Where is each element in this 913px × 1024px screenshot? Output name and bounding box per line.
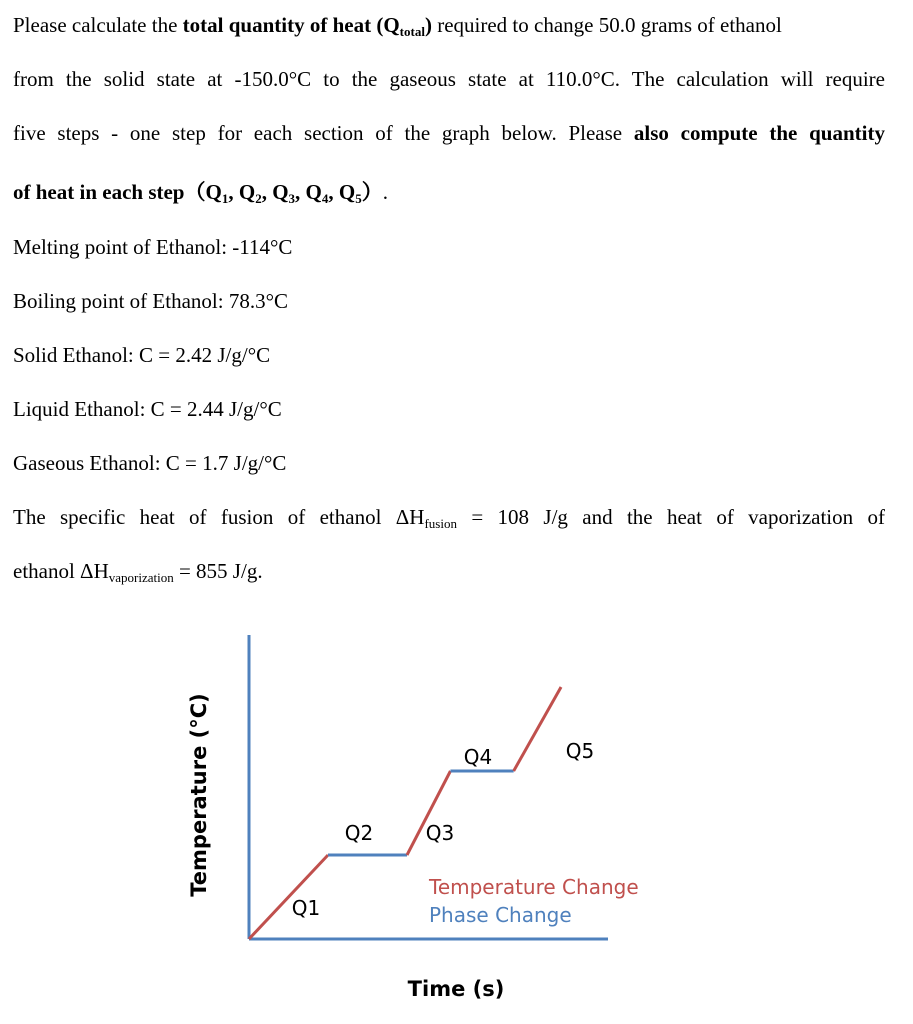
boiling-point-text: Boiling point of Ethanol: 78.3°C xyxy=(13,289,288,313)
legend-temperature-change: Temperature Change xyxy=(429,875,639,899)
problem-line-1: Please calculate the total quantity of heat $(Q_{total})$ required to change 50.0 grams of ethanol xyxy=(13,13,782,39)
problem-line-3: five steps - one step for each section of the graph below. Please also compute the quantity xyxy=(13,121,885,145)
segment-q5-line xyxy=(514,687,561,771)
legend-phase-change: Phase Change xyxy=(429,903,572,927)
vaporization-line: ethanol $\Delta H_{vaporization} = 855$ J/g. xyxy=(13,559,263,585)
fusion-vaporization-line: The specific heat of fusion of ethanol $\Delta H_{fusion} = 108$ J/g and the heat of vaporization of xyxy=(13,505,885,531)
melting-point-text: Melting point of Ethanol: -114°C xyxy=(13,235,293,259)
problem-line-4: of heat in each $step(Q_1$, $Q_2$, $Q_3$, $Q_4$, $Q_5$）. xyxy=(13,180,388,206)
segment-label-q2: Q2 xyxy=(344,821,374,845)
liquid-heat-capacity-text: Liquid Ethanol: C = 2.44 J/g/°C xyxy=(13,397,282,421)
segment-label-q3: Q3 xyxy=(425,821,455,845)
y-axis-label: Temperature (°C) xyxy=(187,693,211,897)
segment-label-q1: Q1 xyxy=(291,896,321,920)
gas-heat-capacity-text: Gaseous Ethanol: C = 1.7 J/g/°C xyxy=(13,451,287,475)
segment-label-q4: Q4 xyxy=(463,745,493,769)
problem-line-2: from the solid state at -150.0°C to the gaseous state at 110.0°C. The calculation will require xyxy=(13,67,885,91)
solid-heat-capacity-text: Solid Ethanol: C = 2.42 J/g/°C xyxy=(13,343,271,367)
segment-label-q5: Q5 xyxy=(565,739,595,763)
heating-curve-chart xyxy=(0,600,913,1024)
x-axis-label: Time (s) xyxy=(407,977,505,1001)
